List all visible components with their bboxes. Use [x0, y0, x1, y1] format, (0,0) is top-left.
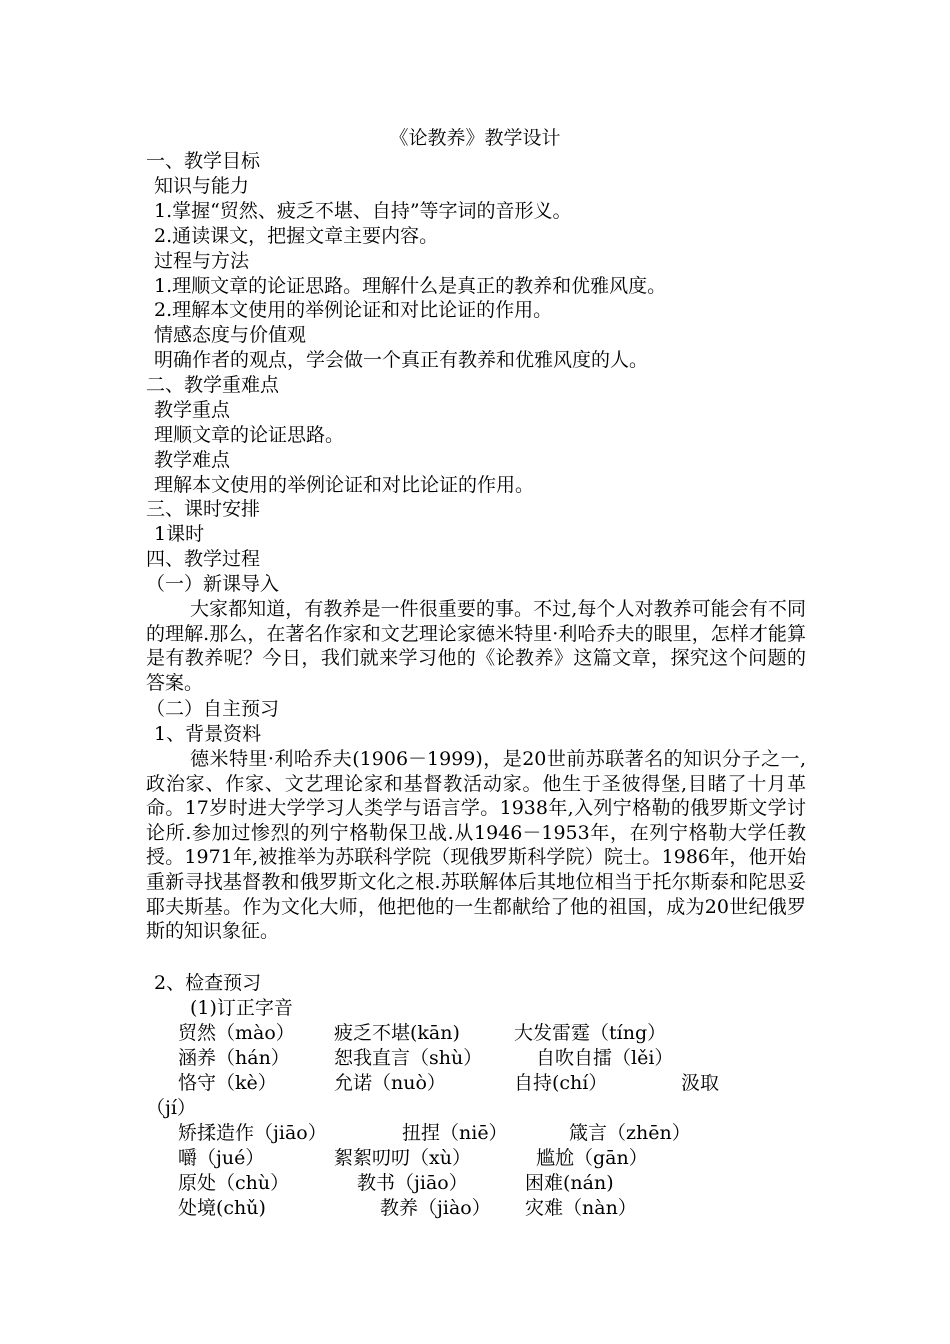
pinyin-item: 恪守（kè）: [178, 1072, 277, 1094]
subheading-process: 过程与方法: [154, 250, 250, 272]
pinyin-item: 箴言（zhēn）: [569, 1122, 691, 1144]
pinyin-item: 絮絮叨叨（xù）: [334, 1147, 471, 1169]
pinyin-item: 汲取: [681, 1072, 720, 1094]
pinyin-item: 教书（jiāo）: [357, 1172, 468, 1194]
subheading-knowledge: 知识与能力: [154, 175, 250, 197]
subsection-intro: （一）新课导入: [146, 573, 280, 595]
pinyin-item: 疲乏不堪(kān): [334, 1022, 460, 1044]
pinyin-item: 大发雷霆（tíng）: [514, 1022, 667, 1044]
section-heading-key-points: 二、教学重难点: [146, 374, 280, 396]
pinyin-item: 扭捏（niē）: [402, 1122, 508, 1144]
pinyin-item: 自吹自擂（lěi）: [536, 1047, 674, 1069]
objective-item: 2.理解本文使用的举例论证和对比论证的作用。: [154, 299, 553, 321]
pinyin-item: 教养（jiào）: [380, 1197, 491, 1219]
background-paragraph: 德米特里·利哈乔夫(1906－1999)，是20世前苏联著名的知识分子之一,政治家、作家、文艺理论家和基督教活动家。他生于圣彼得堡,目睹了十月革命。17岁时进大学学习人类学与语言学。1938年,入列宁格勒的俄罗斯文学讨论所.参加过惨烈的列宁格勒保卫战.从1946－1953年，在列宁格勒大学任教授。1971年,被推举为苏联科学院（现俄罗斯科学院）院士。1986年，他开始重新寻找基督教和俄罗斯文化之根.苏联解体后其地位相当于托尔斯泰和陀思妥耶夫斯基。作为文化大师，他把他的一生都献给了他的祖国，成为20世纪俄罗斯的知识象征。: [146, 748, 806, 943]
pinyin-item: 嚼（jué）: [178, 1147, 265, 1169]
objective-item: 1.掌握“贸然、疲乏不堪、自持”等字词的音形义。: [154, 200, 572, 222]
subheading-values: 情感态度与价值观: [154, 324, 307, 346]
pinyin-item: 灾难（nàn）: [525, 1197, 637, 1219]
pinyin-item: 原处（chù）: [178, 1172, 290, 1194]
pinyin-item: 处境(chǔ): [178, 1197, 266, 1219]
pinyin-item: 恕我直言（shù）: [334, 1047, 483, 1069]
key-point-text: 理顺文章的论证思路。: [154, 424, 345, 446]
pinyin-item: 困难(nán): [525, 1172, 614, 1194]
pinyin-item: 自持(chí）: [514, 1072, 608, 1094]
pinyin-item: 尴尬（gān）: [536, 1147, 648, 1169]
subheading-difficulty: 教学难点: [154, 449, 231, 471]
pinyin-item: 允诺（nuò）: [334, 1072, 446, 1094]
pinyin-item: 涵养（hán）: [178, 1047, 290, 1069]
subheading-key-point: 教学重点: [154, 399, 231, 421]
objective-item: 1.理顺文章的论证思路。理解什么是真正的教养和优雅风度。: [154, 275, 667, 297]
section-heading-objectives: 一、教学目标: [146, 150, 261, 172]
pinyin-item: 贸然（mào）: [178, 1022, 295, 1044]
document-title: 《论教养》教学设计: [389, 127, 561, 149]
pronunciation-heading: (1)订正字音: [190, 997, 293, 1019]
pinyin-item: 矫揉造作（jiāo）: [178, 1122, 327, 1144]
schedule-text: 1课时: [154, 523, 205, 545]
subsection-preview: （二）自主预习: [146, 698, 280, 720]
section-heading-process: 四、教学过程: [146, 548, 261, 570]
background-heading: 1、背景资料: [154, 723, 262, 745]
section-heading-schedule: 三、课时安排: [146, 498, 261, 520]
check-preview-heading: 2、检查预习: [154, 972, 262, 994]
objective-item: 2.通读课文，把握文章主要内容。: [154, 225, 439, 247]
intro-paragraph: 大家都知道，有教养是一件很重要的事。不过,每个人对教养可能会有不同的理解.那么，在著名作家和文艺理论家德米特里·利哈乔夫的眼里，怎样才能算是有教养呢？今日，我们就来学习他的《论教养》这篇文章，探究这个问题的答案。: [146, 598, 806, 694]
pinyin-item: （jí）: [146, 1097, 196, 1119]
difficulty-text: 理解本文使用的举例论证和对比论证的作用。: [154, 474, 535, 496]
objective-item: 明确作者的观点，学会做一个真正有教养和优雅风度的人。: [154, 349, 649, 371]
